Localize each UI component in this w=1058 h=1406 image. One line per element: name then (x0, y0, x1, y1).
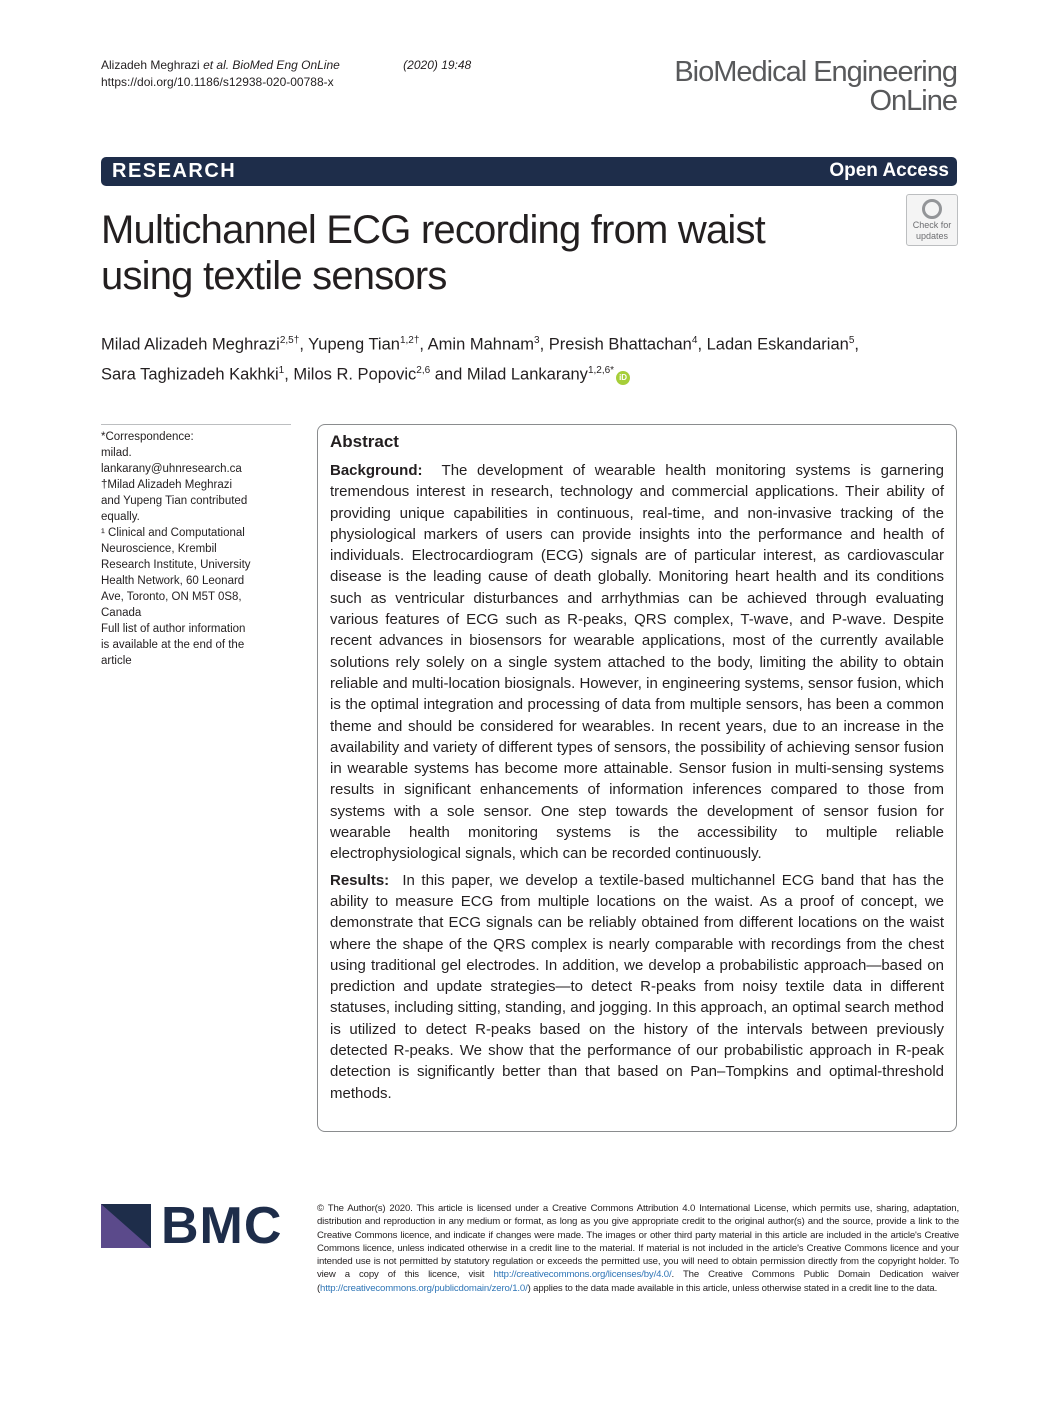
abstract-results (330, 870, 944, 1104)
abstract-background (330, 460, 944, 865)
author-affiliation: 2,5† (279, 335, 300, 346)
license-body: . The Creative Commons Public Domain Dedication waiver ( (317, 1269, 960, 1294)
affiliation-line: Ave, Toronto, ON M5T 0S8, (101, 591, 242, 603)
equal-contribution-line: and Yupeng Tian contributed (101, 495, 248, 507)
author-list: Milad Alizadeh Meghrazi$^{2,5\dagger}$, Yupeng Tian$^{1,2\dagger}$, Amin Mahnam$^3$, Presish Bhattachan$^4$, Ladan Eskandarian$^5$, Sara Taghizadeh Kakhki$^1$, Milos R. Popovic$^{2,6}$ and Milad Lankarany$^{1,2,6*}$iD (101, 335, 859, 383)
open-access-label: Open Access (829, 160, 949, 181)
author-name: , Presish Bhattachan (539, 335, 692, 354)
abstract-body (330, 460, 944, 1109)
affiliation-line: Canada (101, 607, 142, 619)
public-domain-link[interactable]: http://creativecommons.org/publicdomain/zero/1.0/ (320, 1282, 528, 1294)
author-info-note: article (101, 655, 132, 667)
abstract-box (317, 424, 957, 1132)
affiliation-line: Research Institute, University (101, 559, 251, 571)
author-affiliation: 5 (848, 335, 855, 346)
author-name: Sara Taghizadeh Kakhki (101, 365, 279, 383)
doi-link[interactable]: https://doi.org/10.1186/s12938-020-00788-x (101, 75, 334, 89)
correspondence-sidebar (101, 429, 291, 669)
affiliation-line: ¹ Clinical and Computational (101, 527, 245, 539)
article-type-label: RESEARCH (112, 160, 237, 182)
citation-etal: et al. BioMed Eng OnLine (203, 58, 340, 72)
citation-authors: Alizadeh Meghrazi (101, 58, 204, 72)
license-body: ) applies to the data made available in this article, unless otherwise stated in a credit line to the data. (527, 1282, 938, 1294)
results-text: In this paper, we develop a textile-based multichannel ECG band that has the ability to measure ECG from multiple locations on the waist. As a proof of concept, we demonstrate that ECG signals can be reliably obtained from different locations on the waist where the shape of the QRS complex is nearly comparable with recordings from the chest using traditional gel electrodes. In addition, we develop a probabilistic approach—based on prediction and update strategies—to detect R-peaks from noisy textile data in different statuses, including sitting, standing, and jogging. In this approach, an optimal search method is utilized to detect R-peaks based on the history of the intervals between previously detected R-peaks. We show that the performance of our probabilistic approach in R-peak detection is significantly better than that based on Pan–Tompkins and optimal-threshold methods. (330, 871, 944, 1102)
license-text (317, 1202, 959, 1295)
journal-name (674, 58, 957, 116)
author-name: , Ladan Eskandarian (697, 335, 849, 354)
author-affiliation: 3 (534, 335, 540, 346)
abstract-heading: Abstract (330, 432, 399, 451)
author-affiliation: 1,2† (399, 335, 420, 346)
equal-contribution-line: equally. (101, 511, 140, 523)
author-name: , Milos R. Popovic (284, 365, 417, 383)
citation-year: (2020) 19:48 (403, 58, 472, 72)
author-affiliation: 1 (278, 364, 285, 376)
author-info-note: is available at the end of the (101, 639, 245, 651)
article-title-line1: Multichannel ECG recording from waist (101, 208, 765, 252)
journal-name-line2: OnLine (869, 85, 957, 117)
journal-name-line1: BioMedical Engineering (674, 56, 957, 88)
equal-contribution-line: †Milad Alizadeh Meghrazi (101, 479, 233, 491)
author-affiliation: 4 (691, 335, 698, 346)
license-link[interactable]: http://creativecommons.org/licenses/by/4.0/ (493, 1269, 672, 1281)
bmc-logo-icon (101, 1204, 151, 1248)
publisher-logo (101, 1197, 296, 1255)
results-label: Results: (330, 871, 390, 889)
article-type-banner (101, 157, 957, 186)
check-updates-icon (922, 199, 942, 219)
author-affiliation: 2,6 (416, 364, 431, 376)
check-updates-line1: Check for (912, 220, 952, 230)
license-body: © The Author(s) 2020. This article is licensed under a Creative Commons Attribution 4.0 International License, which permits use, sharing, adaptation, distribution and reproduction in any medium or format, as long as you give appropriate credit to the original author(s) and the source, provide a link to the Creative Commons licence, and indicate if changes were made. The images or other third party material in this article are included in the article's Creative Commons licence, unless indicated otherwise in a credit line to the material. If material is not included in the article's Creative Commons licence and your intended use is not permitted by statutory regulation or exceeds the permitted use, you will need to obtain permission directly from the copyright holder. To view a copy of this licence, visit (317, 1203, 959, 1281)
sidebar-divider (101, 424, 291, 425)
background-label: Background: (330, 462, 423, 479)
publisher-name: BMC (161, 1197, 283, 1255)
check-for-updates-badge[interactable] (906, 194, 958, 246)
email-line[interactable]: milad. (101, 447, 132, 459)
background-text: The development of wearable health monitoring systems is garnering tremendous interest in research, technology and commercial applications. Their ability of providing unique capabilities in continuous, real-time, and non-invasive tracking of the physiological markers of users can provide insights into the performance and health of individuals. Electrocardiogram (ECG) signals are of particular interest, as cardiovascular disease is the leading cause of death globally. Monitoring heart health and its conditions such as ventricular disturbances and arrhythmias can be achieved through evaluating various features of ECG such as R-peaks, QRS complex, T-wave, and P-wave. Despite recent advances in biosensors for wearable applications, most of the currently available solutions rely solely on a single system attached to the body, limiting the ability to obtain reliable and multi-location biosignals. However, in engineering systems, sensor fusion, which is the optimal integration and processing of data from multiple sensors, has been a common theme and should be considered for wearables. In recent years, due to an increase in the availability and variety of different types of sensors, the possibility of achieving sensor fusion in wearable systems has become more attainable. Sensor fusion in multi-sensing systems results in significant enhancements of information inferences compared to those from systems with a sole sensor. One step towards the development of sensor fusion for wearable health monitoring systems is the accessibility to multiple reliable electrophysiological signals, which can be recorded continuously. (330, 462, 944, 863)
author-info-note: Full list of author information (101, 623, 246, 635)
correspondence-label: *Correspondence: (101, 431, 194, 443)
article-title (101, 207, 861, 299)
citation-block (101, 57, 471, 91)
article-title-line2: using textile sensors (101, 254, 447, 298)
author-name: , Amin Mahnam (419, 335, 535, 354)
email-line[interactable]: lankarany@uhnresearch.ca (101, 463, 242, 475)
affiliation-line: Health Network, 60 Leonard (101, 575, 245, 587)
author-name: , Yupeng Tian (299, 335, 400, 354)
orcid-icon[interactable]: iD (616, 371, 630, 385)
author-name: and Milad Lankarany (430, 365, 588, 383)
check-updates-line2: updates (915, 231, 949, 241)
author-name: Milad Alizadeh Meghrazi (101, 335, 280, 354)
author-affiliation: 1,2,6* (587, 364, 615, 376)
affiliation-line: Neuroscience, Krembil (101, 543, 217, 555)
